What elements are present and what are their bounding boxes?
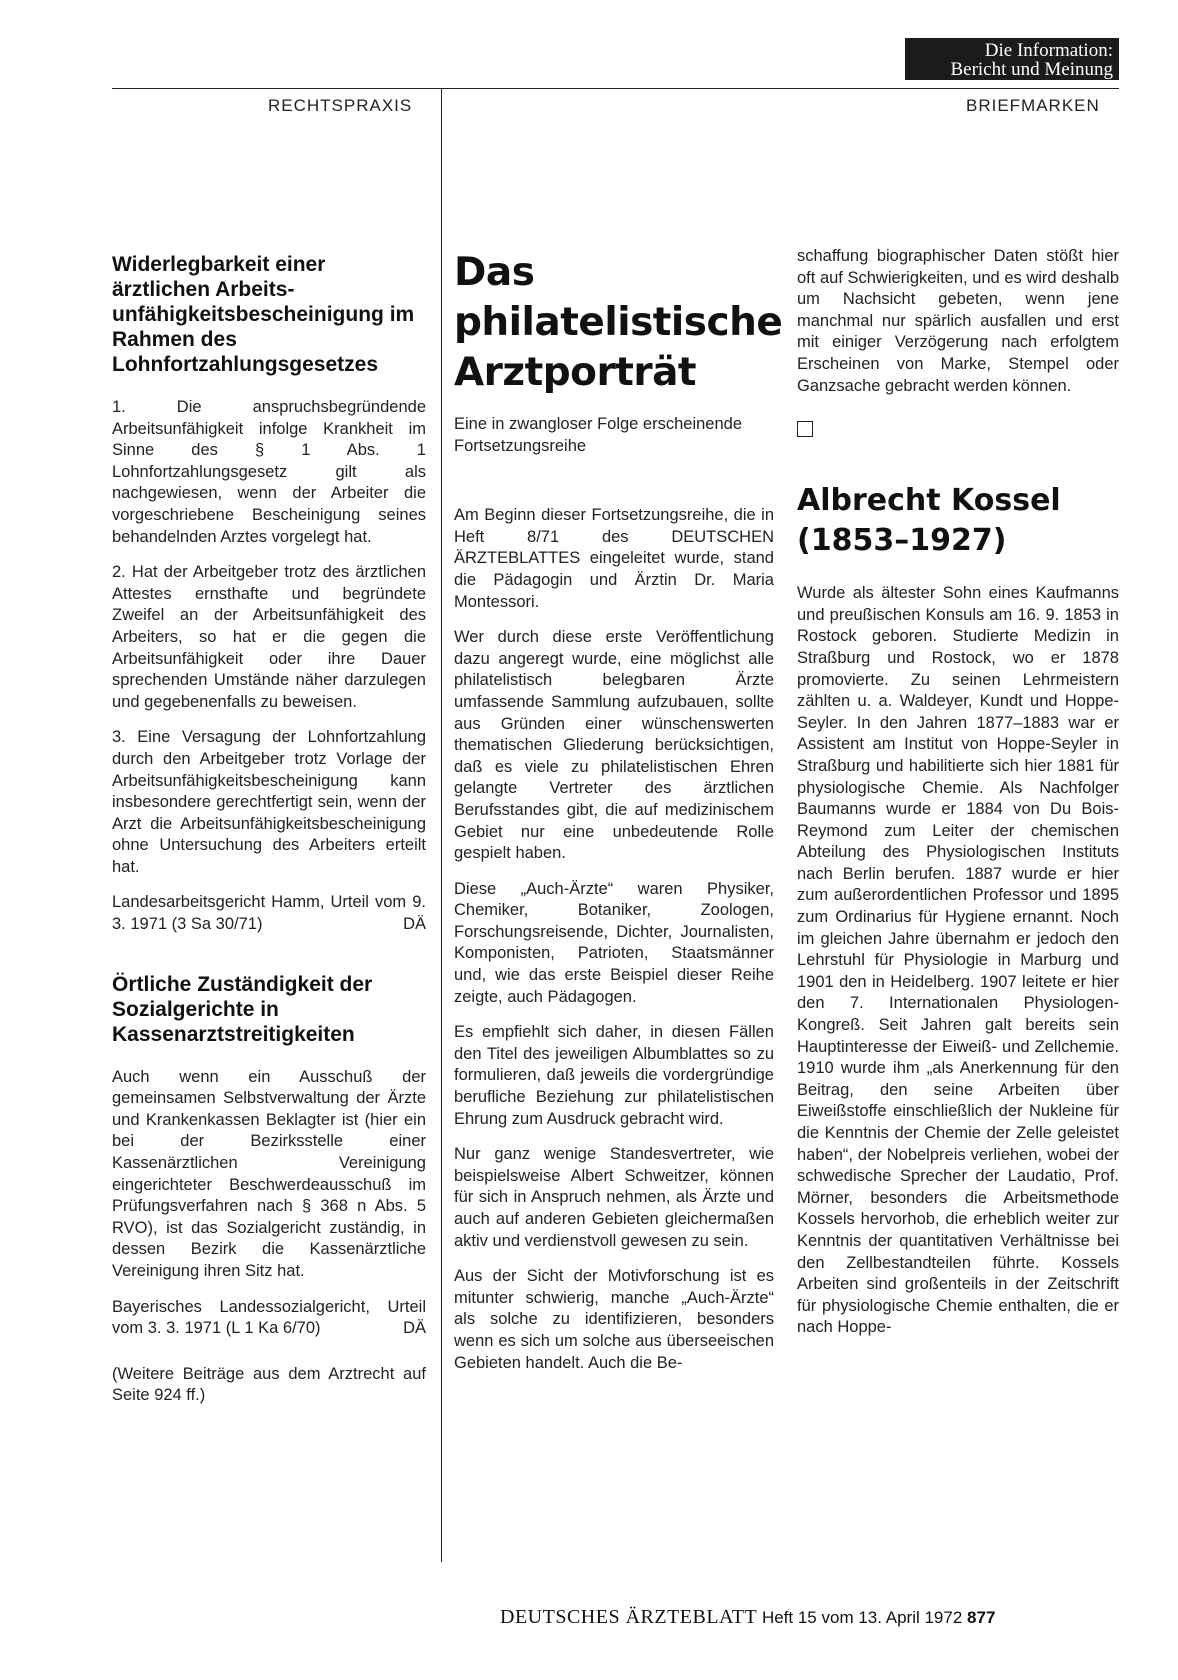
paragraph: Wurde als ältester Sohn eines Kaufmanns und preußischen Konsuls am 16. 9. 1853 in Rostock geboren. Studierte Medizin in Straßburg und Rostock, wo er 1878 promovierte. Zu seinen Lehrmeistern zählten u. a. Waldeyer, Kundt und Hoppe-Seyler. In den Jahren 1877–1883 war er Assistent am Institut von Hoppe-Seyler in Straßburg und habilitierte sich hier 1881 für physiologische Chemie. Als Nachfolger Baumanns wurde er 1884 von Du Bois-Reymond zum Leiter der chemischen Abteilung des Physiologischen Instituts nach Berlin berufen. 1887 wurde er hier zum außerordentlichen Professor und 1895 zum Ordinarius für Hygiene ernannt. Noch im gleichen Jahre übernahm er jedoch den Lehrstuhl für Physiologie in Marburg und 1901 den in Heidelberg. 1907 leitete er hier den 7. Internationalen Physiologen-Kongreß. Seit Jahren galt bereits sein Hauptinteresse der Eiweiß- und Zellchemie. 1910 wurde ihm „als Anerkennung für den Beitrag, den seine Arbeiten über Eiweißstoffe einschließlich der Nukleine für die Kenntnis der Chemie der Zelle geleistet haben“, der Nobelpreis verliehen, wobei der schwedische Sprecher der Laudatio, Prof. Mörner, besonders die Arbeitsmethode Kossels hervorhob, die erheblich weiter zur Kenntnis der quantitativen Verhältnisse bei den Zellbestandteilen führte. Kossels Arbeiten sind großenteils in der Zeitschrift für physiologische Chemie enthalten, die er nach Hoppe-: [797, 584, 1119, 1337]
court-source: [112, 892, 426, 935]
paragraph: Diese „Auch-Ärzte“ waren Physiker, Chemiker, Botaniker, Zoologen, Forschungsreisende, Dichter, Journalisten, Komponisten, Patrioten, Staatsmänner und, wie das erste Beispiel dieser Reihe zeigte, auch Pädagogen.: [454, 879, 774, 1006]
left-column: [112, 252, 426, 1421]
article-title-zustaendigkeit: Örtliche Zuständigkeit der Sozialgerichte in Kassenarztstreitigkeiten: [112, 972, 373, 1046]
article-title-arbeitsunfaehigkeit: Widerlegbarkeit einer ärztlichen Arbeitsunfähigkeitsbescheinigung im Rahmen des Lohnfortzahlungsgesetzes: [112, 253, 415, 376]
page-footer: [500, 1606, 1119, 1629]
paragraph: Auch wenn ein Ausschuß der gemeinsamen Selbstverwaltung der Ärzte und Krankenkassen Beklagter ist (hier ein bei der Bezirksstelle einer Kassenärztlichen Vereinigung eingerichteter Beschwerdeausschuß im Prüfungsverfahren nach § 368 n Abs. 5 RVO), ist das Sozialgericht zuständig, in dessen Bezirk die Kassenärztliche Vereinigung ihren Sitz hat.: [112, 1067, 426, 1280]
section-label-left: RECHTSPRAXIS: [268, 96, 413, 115]
end-mark-square-icon: [797, 421, 813, 437]
middle-column: [454, 248, 783, 1388]
section-badge: [905, 38, 1119, 80]
main-title-line-3: Arztporträt: [454, 350, 697, 395]
court-source: [112, 1297, 426, 1340]
source-text: Landesarbeitsgericht Hamm, Urteil vom 9. 3. 1971 (3 Sa 30/71): [112, 893, 426, 934]
main-title-line-1: Das: [454, 250, 535, 295]
top-rule-left: [112, 88, 441, 89]
paragraph: Wer durch diese erste Veröffentlichung dazu angeregt wurde, eine möglichst alle philatelistisch belegbaren Ärzte umfassende Sammlung aufzubauen, sollte aus Gründen einer wünschenswerten thematischen Gliederung berücksichtigen, daß es viele zu philatelistischen Ehren gelangte Vertreter des ärztlichen Berufsstandes gibt, die auf medizinischem Gebiet nur eine unbedeutende Rolle gespielt haben.: [454, 628, 774, 863]
badge-line-1: Die Information:: [984, 40, 1113, 61]
paragraph: Nur ganz wenige Standesvertreter, wie beispielsweise Albert Schweitzer, können für sich in Anspruch nehmen, als Ärzte und auch auf anderen Gebieten gleichermaßen aktiv und verdienstvoll gewesen zu sein.: [454, 1145, 774, 1250]
see-also-note: (Weitere Beiträge aus dem Arztrecht auf Seite 924 ff.): [112, 1364, 426, 1405]
biography-title: Albrecht Kossel: [797, 483, 1061, 519]
source-tag: DÄ: [403, 1319, 426, 1338]
paragraph: Es empfiehlt sich daher, in diesen Fällen den Titel des jeweiligen Albumblattes so zu formulieren, daß jeweils die vordergründige berufliche Beziehung zur philatelistischen Ehrung zum Ausdruck gebracht wird.: [454, 1023, 774, 1128]
paragraph: 2. Hat der Arbeitgeber trotz des ärztlichen Attestes ernsthafte und begründete Zweifel an der Arbeitsunfähigkeit des Arbeiters, so hat er die gegen die Arbeitsunfähigkeit oder ihre Dauer sprechenden Umstände näher darzulegen und gegebenenfalls zu beweisen.: [112, 563, 426, 711]
top-rule-right: [441, 88, 1119, 89]
right-column: [797, 246, 1119, 1353]
page-number: 877: [967, 1608, 996, 1627]
source-text: Bayerisches Landessozialgericht, Urteil vom 3. 3. 1971 (L 1 Ka 6/70): [112, 1297, 426, 1338]
paragraph: schaffung biographischer Daten stößt hier oft auf Schwierigkeiten, und es wird deshalb um Nachsicht gebeten, wenn jene manchmal nur spärlich ausfallen und erst mit einiger Verzögerung nach erfolgtem Erscheinen von Marke, Stempel oder Ganzsache gebracht werden können.: [797, 247, 1119, 395]
paragraph: Aus der Sicht der Motivforschung ist es mitunter schwierig, manche „Auch-Ärzte“ als solche zu identifizieren, besonders wenn es sich um solche aus überseeischen Gebieten handelt. Auch die Be-: [454, 1267, 774, 1372]
section-label-right: BRIEFMARKEN: [966, 96, 1100, 115]
source-tag: DÄ: [403, 915, 426, 934]
badge-line-2: Bericht und Meinung: [950, 59, 1113, 80]
paragraph: 1. Die anspruchsbegründende Arbeitsunfähigkeit infolge Krankheit im Sinne des § 1 Abs. 1 Lohnfortzahlungsgesetz gilt als nachgewiesen, wenn der Arbeiter die vorgeschriebene Bescheinigung seines behandelnden Arztes vorgelegt hat.: [112, 398, 426, 546]
paragraph: Am Beginn dieser Fortsetzungsreihe, die in Heft 8/71 des DEUTSCHEN ÄRZTEBLATTES eingeleitet wurde, stand die Pädagogin und Ärztin Dr. Maria Montessori.: [454, 506, 774, 611]
magazine-name: DEUTSCHES ÄRZTEBLATT: [500, 1606, 758, 1628]
main-title-line-2: philatelistische: [454, 300, 783, 345]
paragraph: 3. Eine Versagung der Lohnfortzahlung durch den Arbeitgeber trotz Vorlage der Arbeitsunfähigkeitsbescheinigung kann insbesondere gerechtfertigt sein, wenn der Arzt die Arbeitsunfähigkeitsbescheinigung ohne Untersuchung des Arbeiters erteilt hat.: [112, 728, 426, 876]
biography-dates: (1853–1927): [797, 523, 1007, 559]
series-subtitle: Eine in zwangloser Folge erscheinende Fortsetzungsreihe: [454, 415, 743, 455]
issue-info: Heft 15 vom 13. April 1972: [761, 1608, 963, 1627]
column-divider: [441, 88, 442, 1562]
